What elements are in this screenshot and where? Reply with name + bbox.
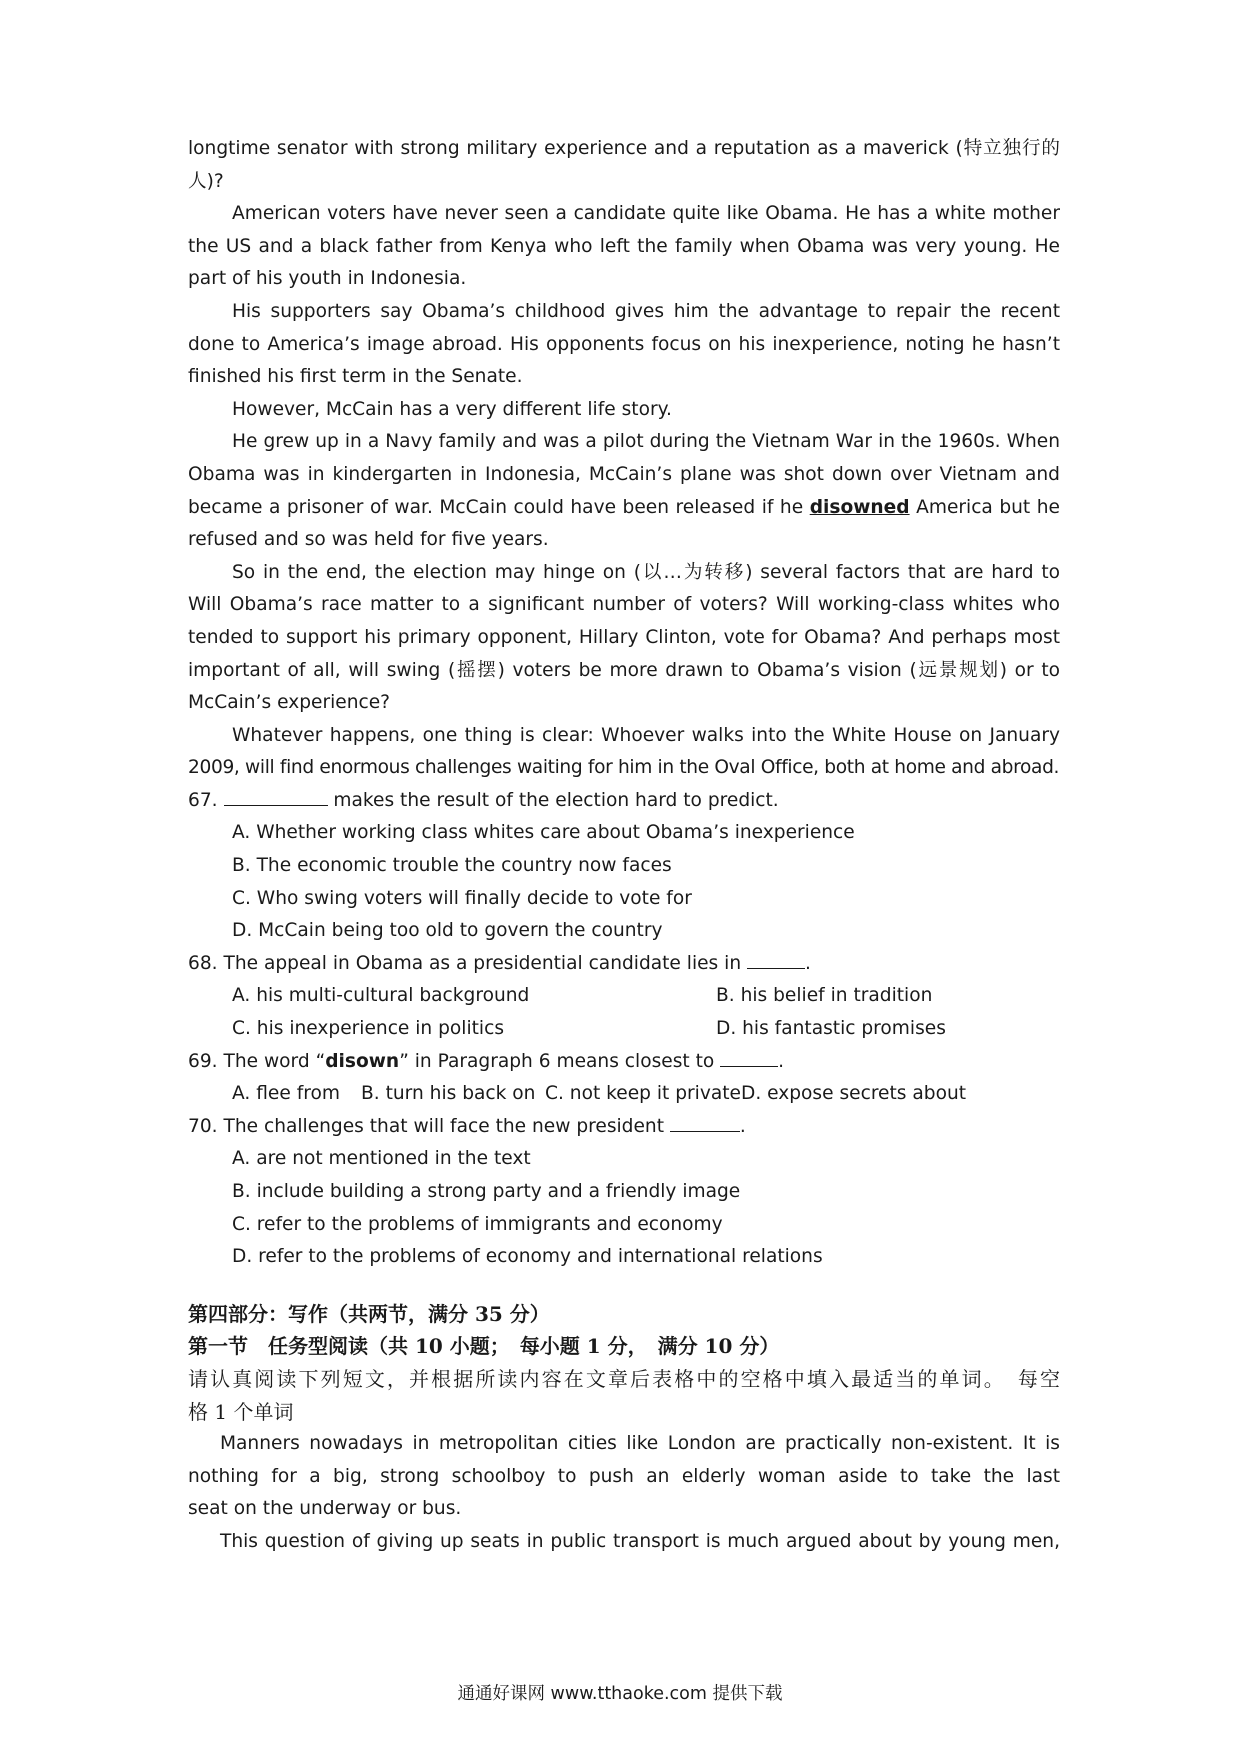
passage-line: done to America’s image abroad. His opponents focus on his inexperience, noting he hasn’t: [188, 333, 1060, 355]
passage-line: important of all, will swing (摇摆) voters be more drawn to Obama’s vision (远景规划) or to: [188, 659, 1060, 681]
passage-line: So in the end, the election may hinge on (以…为转移) several factors that are hard to: [232, 561, 1060, 583]
passage-line: the US and a black father from Kenya who left the family when Obama was very young. He: [188, 235, 1060, 257]
question-67: [188, 785, 1060, 818]
option: C. Who swing voters will finally decide to vote for: [232, 887, 692, 909]
passage-text: America but he: [909, 496, 1060, 518]
question-end: .: [778, 1050, 785, 1072]
passage-text: became a prisoner of war. McCain could have been released if he: [188, 496, 810, 518]
question-stem: ” in Paragraph 6 means closest to: [399, 1050, 721, 1072]
question-end: .: [739, 1115, 746, 1137]
passage-line: McCain’s experience?: [188, 692, 391, 714]
instruction-line: 格 1 个单词: [188, 1399, 294, 1424]
question-stem: 70. The challenges that will face the new president: [188, 1115, 670, 1137]
reading-line: nothing for a big, strong schoolboy to push an elderly woman aside to take the last: [188, 1465, 1060, 1487]
option-row: [188, 1013, 1060, 1046]
option: D. refer to the problems of economy and international relations: [232, 1246, 823, 1268]
question-68: [188, 948, 1060, 981]
option: C. refer to the problems of immigrants and economy: [232, 1213, 723, 1235]
question-number: 67.: [188, 789, 218, 811]
question-stem: 68. The appeal in Obama as a presidential candidate lies in: [188, 952, 748, 974]
passage-line: 人)?: [188, 170, 224, 192]
page-footer: 通通好课网 www.tthaoke.com 提供下载: [457, 1684, 783, 1704]
question-end: .: [805, 952, 811, 974]
option: B. The economic trouble the country now faces: [232, 855, 672, 877]
option: C. his inexperience in politics: [232, 1018, 505, 1040]
answer-blank: [720, 1050, 778, 1067]
option: A. his multi-cultural background: [232, 985, 530, 1007]
option: C. not keep it private: [545, 1083, 741, 1105]
instruction-line: 请认真阅读下列短文，并根据所读内容在文章后表格中的空格中填入最适当的单词。 每空: [188, 1366, 1060, 1391]
option: D. expose secrets about: [741, 1083, 967, 1105]
passage-line: tended to support his primary opponent, Hillary Clinton, vote for Obama? And perhaps most: [188, 626, 1060, 648]
passage-line: 2009, will find enormous challenges waiting for him in the Oval Office, both at home and abroad.: [188, 757, 1060, 779]
option: A. Whether working class whites care about Obama’s inexperience: [232, 822, 855, 844]
option: A. are not mentioned in the text: [232, 1148, 531, 1170]
passage-line: However, McCain has a very different life story.: [232, 398, 672, 420]
option: B. include building a strong party and a friendly image: [232, 1181, 741, 1202]
passage-line: American voters have never seen a candidate quite like Obama. He has a white mother: [232, 203, 1060, 225]
option-row: [188, 980, 1060, 1013]
spacer: [188, 1274, 1060, 1298]
option: B. turn his back on: [361, 1083, 536, 1105]
answer-blank: [747, 952, 805, 969]
passage-line: [188, 492, 1060, 525]
option: A. flee from: [232, 1083, 340, 1105]
passage-line: part of his youth in Indonesia.: [188, 268, 467, 290]
reading-line: seat on the underway or bus.: [188, 1498, 462, 1520]
question-stem: makes the result of the election hard to predict.: [327, 789, 779, 811]
answer-blank: [224, 789, 328, 806]
option-row: [188, 1078, 1060, 1111]
section-heading: 第四部分：写作（共两节，满分 35 分）: [188, 1301, 550, 1326]
passage-line: He grew up in a Navy family and was a pilot during the Vietnam War in the 1960s. When: [232, 431, 1060, 453]
passage-line: Obama was in kindergarten in Indonesia, McCain’s plane was shot down over Vietnam and: [188, 463, 1060, 485]
passage-line: Will Obama’s race matter to a significant number of voters? Will working-class whites who: [188, 594, 1060, 616]
question-69: [188, 1046, 1060, 1079]
option: D. his fantastic promises: [716, 1018, 946, 1040]
answer-blank: [670, 1115, 740, 1132]
passage-line: finished his first term in the Senate.: [188, 366, 523, 388]
highlighted-word: disowned: [809, 496, 910, 518]
question-70: [188, 1111, 1060, 1144]
section-subheading: 第一节 任务型阅读（共 10 小题； 每小题 1 分， 满分 10 分）: [188, 1334, 780, 1359]
option: D. McCain being too old to govern the country: [232, 920, 663, 942]
passage-line: refused and so was held for five years.: [188, 529, 549, 551]
reading-line: Manners nowadays in metropolitan cities like London are practically non-existent. It is: [220, 1433, 1060, 1455]
passage-line: Whatever happens, one thing is clear: Whoever walks into the White House on January: [232, 724, 1060, 746]
option: B. his belief in tradition: [716, 985, 933, 1007]
reading-line: This question of giving up seats in public transport is much argued about by young men,: [220, 1530, 1060, 1552]
passage-line: longtime senator with strong military experience and a reputation as a maverick (特立独行的: [188, 138, 1060, 159]
question-stem: 69. The word “: [188, 1050, 326, 1072]
passage-line: His supporters say Obama’s childhood gives him the advantage to repair the recent: [232, 300, 1060, 322]
highlighted-word: disown: [325, 1050, 400, 1072]
article-body: [188, 133, 1060, 1559]
